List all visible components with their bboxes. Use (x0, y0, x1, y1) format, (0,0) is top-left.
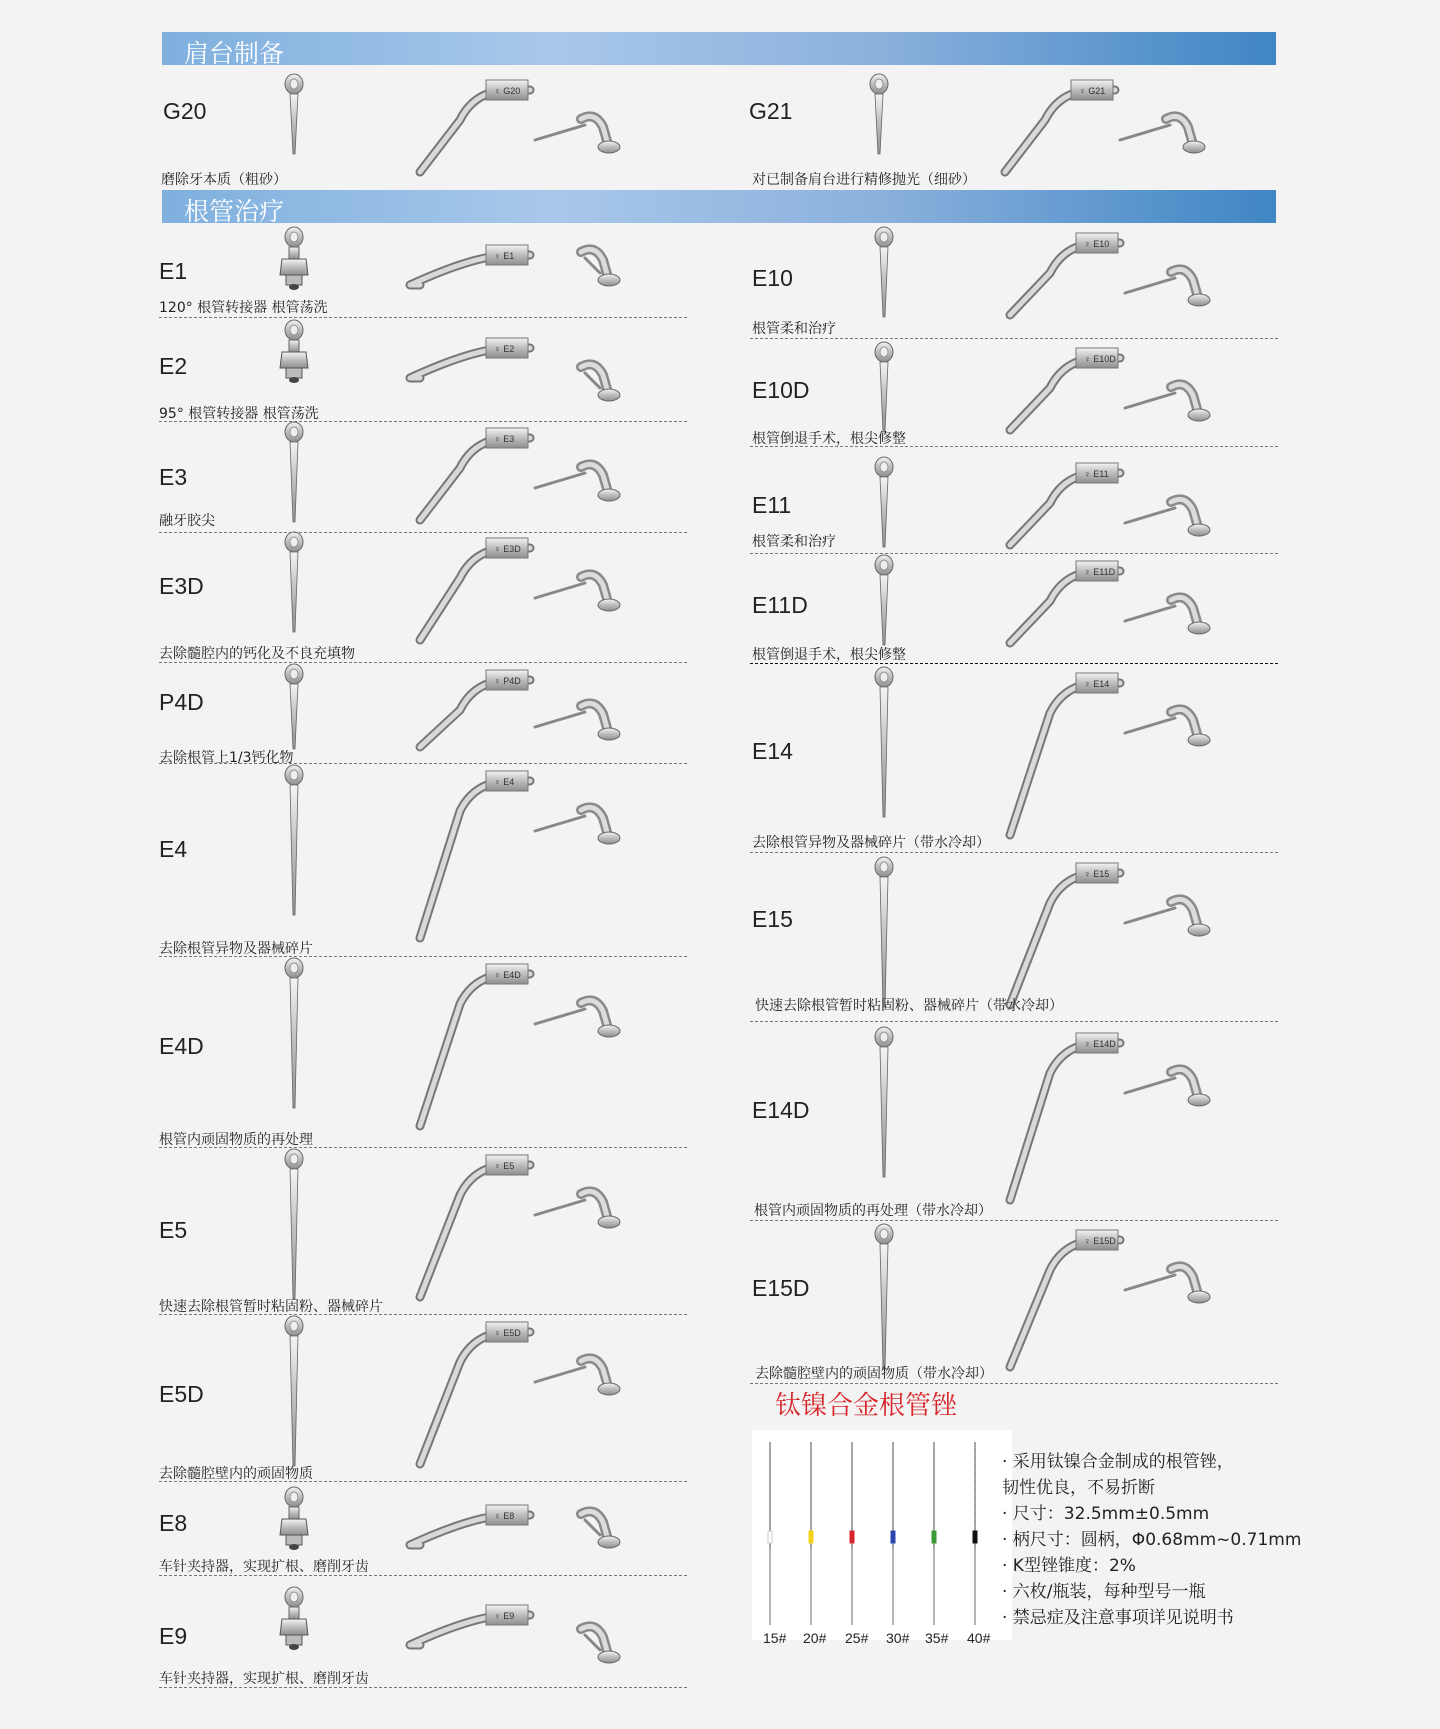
separator (750, 338, 1278, 339)
tip-desc-e4d: 根管内顽固物质的再处理 (159, 1132, 313, 1148)
svg-text:♀ E4: ♀ E4 (494, 777, 515, 787)
separator (750, 1383, 1278, 1384)
niti-title: 钛镍合金根管锉 (775, 1391, 958, 1421)
svg-text:♀ E15: ♀ E15 (1084, 869, 1110, 879)
file-size-label: 25# (845, 1630, 869, 1646)
file-size-label: 35# (925, 1630, 949, 1646)
separator (159, 1147, 687, 1148)
tip-desc-e5: 快速去除根管暂时粘固粉、器械碎片 (159, 1299, 383, 1315)
tip-code-p4d: P4D (159, 689, 204, 715)
tip-desc-e11d: 根管倒退手术，根尖修整 (752, 647, 906, 663)
separator (159, 317, 687, 318)
tip-image-e2 (270, 318, 670, 418)
tip-desc-e5d: 去除髓腔壁内的顽固物质 (159, 1466, 313, 1482)
tip-desc-g20: 磨除牙本质（粗砂） (161, 172, 287, 188)
svg-text:♀ E10: ♀ E10 (1084, 239, 1110, 249)
tip-desc-e11: 根管柔和治疗 (752, 534, 836, 550)
section-title: 根管治疗 (184, 197, 285, 226)
svg-text:♀ E11: ♀ E11 (1084, 469, 1109, 479)
section-header-shoulder (162, 32, 1276, 68)
file-size-label: 30# (886, 1630, 910, 1646)
separator (159, 1481, 687, 1482)
svg-text:♀ P4D: ♀ P4D (494, 676, 521, 686)
file-size-label: 15# (763, 1630, 787, 1646)
tip-desc-e8: 车针夹持器，实现扩根、磨削牙齿 (159, 1559, 369, 1575)
separator (750, 852, 1278, 853)
tip-desc-e3: 融牙胶尖 (159, 513, 215, 529)
file-size-label: 40# (967, 1630, 991, 1646)
tip-image-e10d (860, 340, 1260, 440)
svg-text:♀ E3: ♀ E3 (494, 434, 515, 444)
svg-text:♀ E3D: ♀ E3D (494, 544, 521, 554)
tip-image-g20 (270, 72, 670, 182)
svg-text:♀ E2: ♀ E2 (494, 344, 515, 354)
tip-image-e5 (270, 1147, 670, 1307)
tip-image-e5d (270, 1314, 670, 1474)
tip-code-e10d: E10D (752, 377, 810, 403)
separator (750, 446, 1278, 447)
separator (750, 553, 1278, 554)
separator (159, 763, 687, 764)
separator (750, 663, 1278, 664)
tip-code-e9: E9 (159, 1623, 188, 1649)
separator (750, 1021, 1278, 1022)
tip-code-e15: E15 (752, 906, 793, 932)
tip-image-e15 (860, 855, 1260, 1015)
separator (159, 1314, 687, 1315)
separator (159, 662, 687, 663)
tip-code-e3d: E3D (159, 573, 204, 599)
tip-code-e4: E4 (159, 836, 188, 862)
tip-image-p4d (270, 662, 670, 757)
tip-code-e15d: E15D (752, 1275, 810, 1301)
separator (159, 1575, 687, 1576)
tip-code-e14d: E14D (752, 1097, 810, 1123)
tip-image-e4d (270, 956, 670, 1136)
separator (159, 421, 687, 422)
svg-text:♀ E4D: ♀ E4D (494, 970, 521, 980)
svg-text:♀ G21: ♀ G21 (1079, 86, 1106, 96)
niti-spec: · 柄尺寸：圆柄，Φ0.68mm~0.71mm (1002, 1530, 1302, 1550)
tip-desc-e14d: 根管内顽固物质的再处理（带水冷却） (754, 1203, 992, 1219)
tip-code-g21: G21 (749, 98, 793, 124)
svg-text:♀ E5: ♀ E5 (494, 1161, 515, 1171)
tip-image-e9 (270, 1585, 670, 1680)
tip-code-e14: E14 (752, 738, 793, 764)
section-title: 肩台制备 (184, 39, 285, 68)
separator (750, 1220, 1278, 1221)
tip-code-e4d: E4D (159, 1033, 204, 1059)
tip-image-e11d (860, 553, 1260, 653)
tip-code-e5: E5 (159, 1217, 188, 1243)
tip-image-e3d (270, 530, 670, 650)
section-header-endo (162, 190, 1276, 226)
svg-text:♀ E8: ♀ E8 (494, 1511, 515, 1521)
tip-image-e3 (270, 420, 670, 530)
tip-desc-e10: 根管柔和治疗 (752, 321, 836, 337)
tip-desc-e1: 120° 根管转接器 根管荡洗 (159, 300, 328, 316)
tip-code-e11d: E11D (752, 592, 808, 618)
tip-code-e5d: E5D (159, 1381, 204, 1407)
tip-desc-e4: 去除根管异物及器械碎片 (159, 941, 313, 957)
svg-text:♀ E9: ♀ E9 (494, 1611, 515, 1621)
niti-spec: · 尺寸：32.5mm±0.5mm (1002, 1504, 1210, 1524)
tip-image-e15d (860, 1222, 1260, 1377)
tip-desc-p4d: 去除根管上1/3钙化物 (159, 750, 294, 766)
svg-text:♀ G20: ♀ G20 (494, 86, 521, 96)
tip-desc-e14: 去除根管异物及器械碎片（带水冷却） (752, 835, 990, 851)
tip-code-e1: E1 (159, 258, 188, 284)
niti-files-image (752, 1430, 1012, 1640)
tip-code-e3: E3 (159, 464, 188, 490)
tip-desc-e9: 车针夹持器，实现扩根、磨削牙齿 (159, 1671, 369, 1687)
separator (159, 1687, 687, 1688)
tip-desc-e15: 快速去除根管暂时粘固粉、器械碎片（带水冷却） (755, 998, 1063, 1014)
tip-code-g20: G20 (163, 98, 207, 124)
tip-image-e11 (860, 455, 1260, 555)
tip-image-e4 (270, 763, 670, 948)
tip-desc-g21: 对已制备肩台进行精修抛光（细砂） (752, 172, 976, 188)
svg-text:♀ E14D: ♀ E14D (1084, 1039, 1116, 1049)
tip-image-e14d (860, 1025, 1260, 1210)
tip-image-g21 (855, 72, 1255, 182)
tip-image-e8 (270, 1485, 670, 1565)
tip-image-e1 (270, 225, 670, 303)
separator (159, 956, 687, 957)
tip-code-e8: E8 (159, 1510, 188, 1536)
tip-desc-e10d: 根管倒退手术，根尖修整 (752, 431, 906, 447)
separator (159, 532, 687, 533)
tip-image-e14 (860, 665, 1260, 845)
svg-text:♀ E10D: ♀ E10D (1084, 354, 1116, 364)
tip-desc-e15d: 去除髓腔壁内的顽固物质（带水冷却） (755, 1366, 993, 1382)
niti-spec: · 六枚/瓶装，每种型号一瓶 (1002, 1582, 1206, 1602)
niti-file-panel (752, 1430, 1012, 1640)
file-size-label: 20# (803, 1630, 827, 1646)
tip-desc-e2: 95° 根管转接器 根管荡洗 (159, 406, 319, 422)
svg-text:♀ E15D: ♀ E15D (1084, 1236, 1116, 1246)
svg-text:♀ E5D: ♀ E5D (494, 1328, 521, 1338)
tip-image-e10 (860, 225, 1260, 325)
tip-code-e2: E2 (159, 353, 188, 379)
tip-code-e10: E10 (752, 265, 793, 291)
svg-text:♀ E14: ♀ E14 (1084, 679, 1110, 689)
niti-spec: · K型锉锥度：2% (1002, 1556, 1136, 1576)
svg-text:♀ E11D: ♀ E11D (1084, 567, 1116, 577)
niti-spec: · 采用钛镍合金制成的根管锉， (1002, 1452, 1234, 1472)
svg-text:♀ E1: ♀ E1 (494, 251, 515, 261)
tip-desc-e3d: 去除髓腔内的钙化及不良充填物 (159, 646, 355, 662)
niti-spec: · 禁忌症及注意事项详见说明书 (1002, 1608, 1234, 1628)
tip-code-e11: E11 (752, 492, 792, 518)
niti-spec: 韧性优良，不易折断 (1002, 1478, 1155, 1498)
